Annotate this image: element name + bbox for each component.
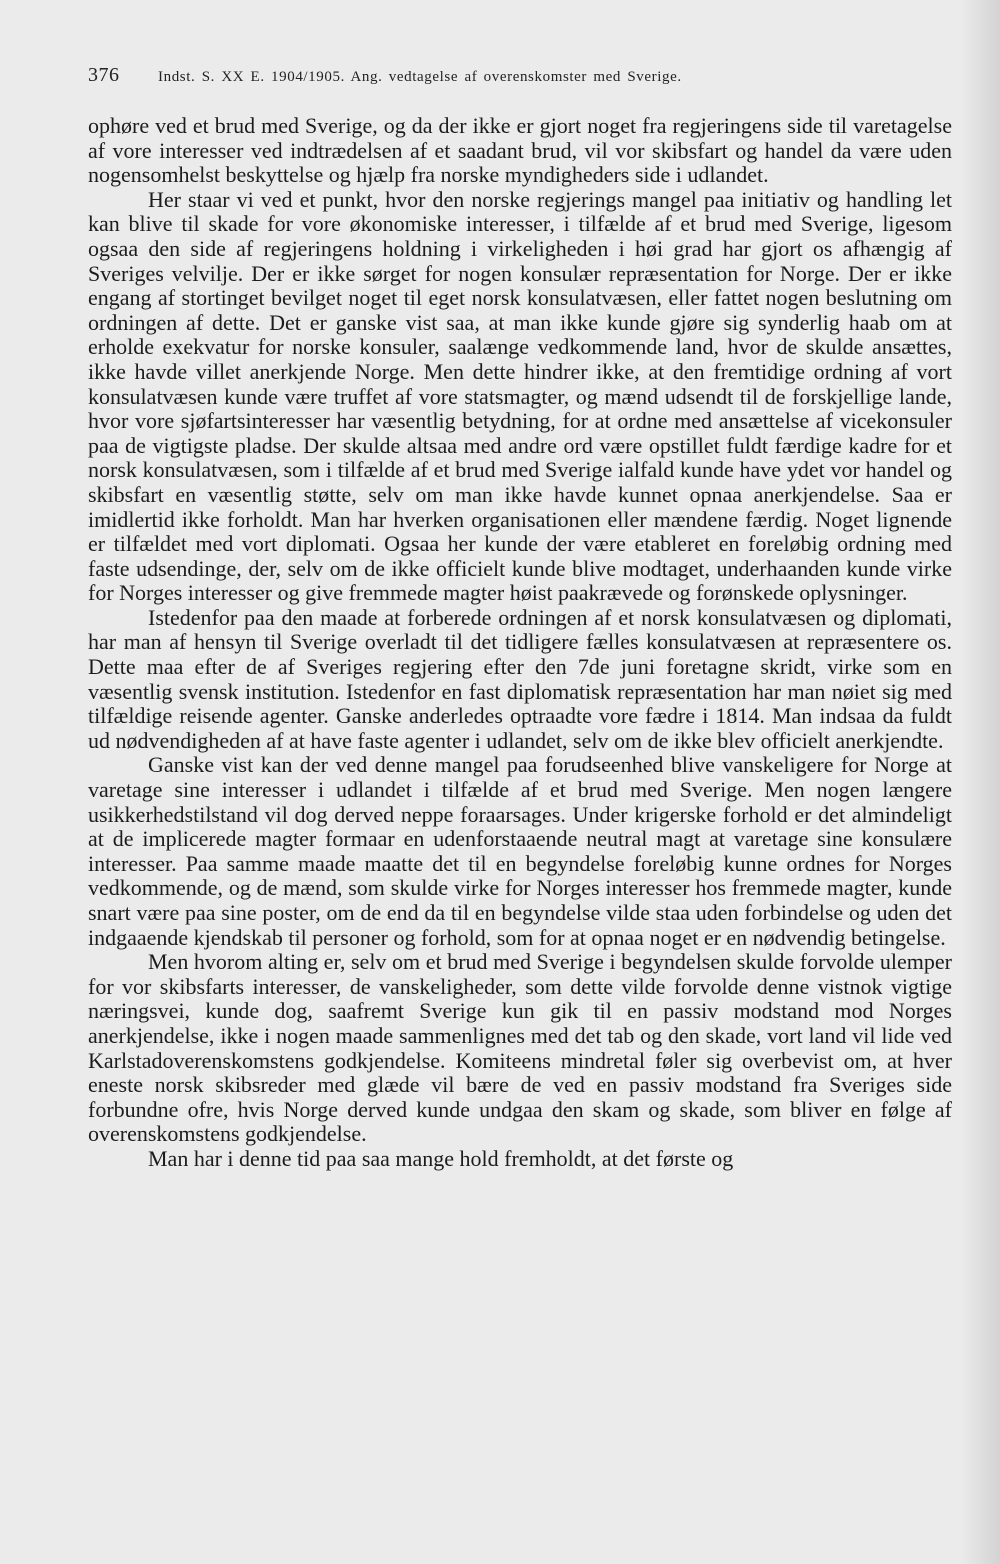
paragraph: Ganske vist kan der ved denne mangel paa forudseenhed blive vanskeligere for Norge at varetage sine interesser i udlandet i tilfælde af et brud med Sverige. Men nogen længere usikkerhedstilstand vil dog derved neppe foraarsages. Under krigerske forhold er det almindeligt at de implicerede magter formaar en udenforstaaende neutral magt at varetage sine konsulære interesser. Paa samme maade maatte det til en begyndelse foreløbig kunne ordnes for Norges vedkommende, og de mænd, som skulde virke for Norges interesser hos fremmede magter, kunde snart være paa sine poster, om de end da til en begyndelse vilde staa uden forbindelse og uden det indgaaende kjendskab til personer og forhold, som for at opnaa noget er en nødvendig betingelse. xyxy=(88,752,952,950)
paragraph: Men hvorom alting er, selv om et brud med Sverige i begyndelsen skulde forvolde ulemper for vor skibsfarts interesser, de vanskeligheder, som dette vilde forvolde denne vistnok vigtige næringsvei, kunde dog, saafremt Sverige kun gik til en passiv modstand mod Norges anerkjendelse, ikke i nogen maade sammenlignes med det tab og den skade, vort land vil lide ved Karlstadoverenskomstens godkjendelse. Komiteens mindretal føler sig overbevist om, at hver eneste norsk skibsreder med glæde vil bære de ved en passiv modstand fra Sveriges side forbundne ofre, hvis Norge derved kunde undgaa den skam og skade, som bliver en følge af overenskomstens godkjendelse. xyxy=(88,949,952,1147)
page-number: 376 xyxy=(88,64,120,86)
paragraph-truncated: Man har i denne tid paa saa mange hold fremholdt, at det første og xyxy=(148,1145,734,1171)
header-title: Indst. S. XX E. 1904/1905. Ang. vedtagelse af overenskomster med Sverige. xyxy=(158,69,682,85)
paragraph-continuation: ophøre ved et brud med Sverige, og da der ikke er gjort noget fra regjeringens side til varetagelse af vore interesser ved indtrædelsen af et saadant brud, vil vor skibsfart og handel da være uden nogensomhelst beskyttelse og hjælp fra norske myndigheders side i udlandet. xyxy=(88,113,952,188)
paragraph: Her staar vi ved et punkt, hvor den norske regjerings mangel paa initiativ og handling let kan blive til skade for vore økonomiske interesser, i tilfælde af et brud med Sverige, ligesom ogsaa den side af regjeringens holdning i virkeligheden i høi grad har gjort os afhængig af Sveriges velvilje. Der er ikke sørget for nogen konsulær repræsentation for Norge. Der er ikke engang af stortinget bevilget noget til eget norsk konsulatvæsen, eller fattet nogen beslutning om ordningen af dette. Det er ganske vist saa, at man ikke kunde gjøre sig synderlig haab om at erholde exekvatur for norske konsuler, saalænge vedkommende land, hvor de skulde ansættes, ikke havde villet anerkjende Norge. Men dette hindrer ikke, at den fremtidige ordning af vort konsulatvæsen kunde være truffet af vore statsmagter, og mænd udsendt til de forskjellige lande, hvor vore sjøfartsinteresser har væsentlig betydning, for at ordne med ansættelse af vicekonsuler paa de vigtigste pladse. Der skulde altsaa med andre ord være opstillet fuldt færdige kadre for et norsk konsulatvæsen, som i tilfælde af et brud med Sverige ialfald kunde have ydet vor handel og skibsfart en væsentlig støtte, selv om man ikke havde kunnet opnaa anerkjendelse. Saa er imidlertid ikke forholdt. Man har hverken organisationen eller mændene færdig. Noget lignende er tilfældet med vort diplomati. Ogsaa her kunde der være etableret en foreløbig ordning med faste udsendinge, der, selv om de ikke officielt kunde blive modtaget, underhaanden kunde virke for Norges interesser og give fremmede magter høist paakrævede og forønskede oplysninger. xyxy=(88,186,952,606)
body-text xyxy=(88,114,952,1172)
paragraph: Istedenfor paa den maade at forberede ordningen af et norsk konsulatvæsen og diplomati, har man af hensyn til Sverige overladt til det tidligere fælles konsulatvæsen at repræsentere os. Dette maa efter de af Sveriges regjering efter den 7de juni foretagne skridt, virke som en væsentlig svensk institution. Istedenfor en fast diplomatisk repræsentation har man nøiet sig med tilfældige reisende agenter. Ganske anderledes optraadte vore fædre i 1814. Man indsaa da fuldt ud nødvendigheden af at have faste agenter i udlandet, selv om de ikke blev officielt anerkjendte. xyxy=(88,604,952,753)
running-header xyxy=(88,66,952,92)
